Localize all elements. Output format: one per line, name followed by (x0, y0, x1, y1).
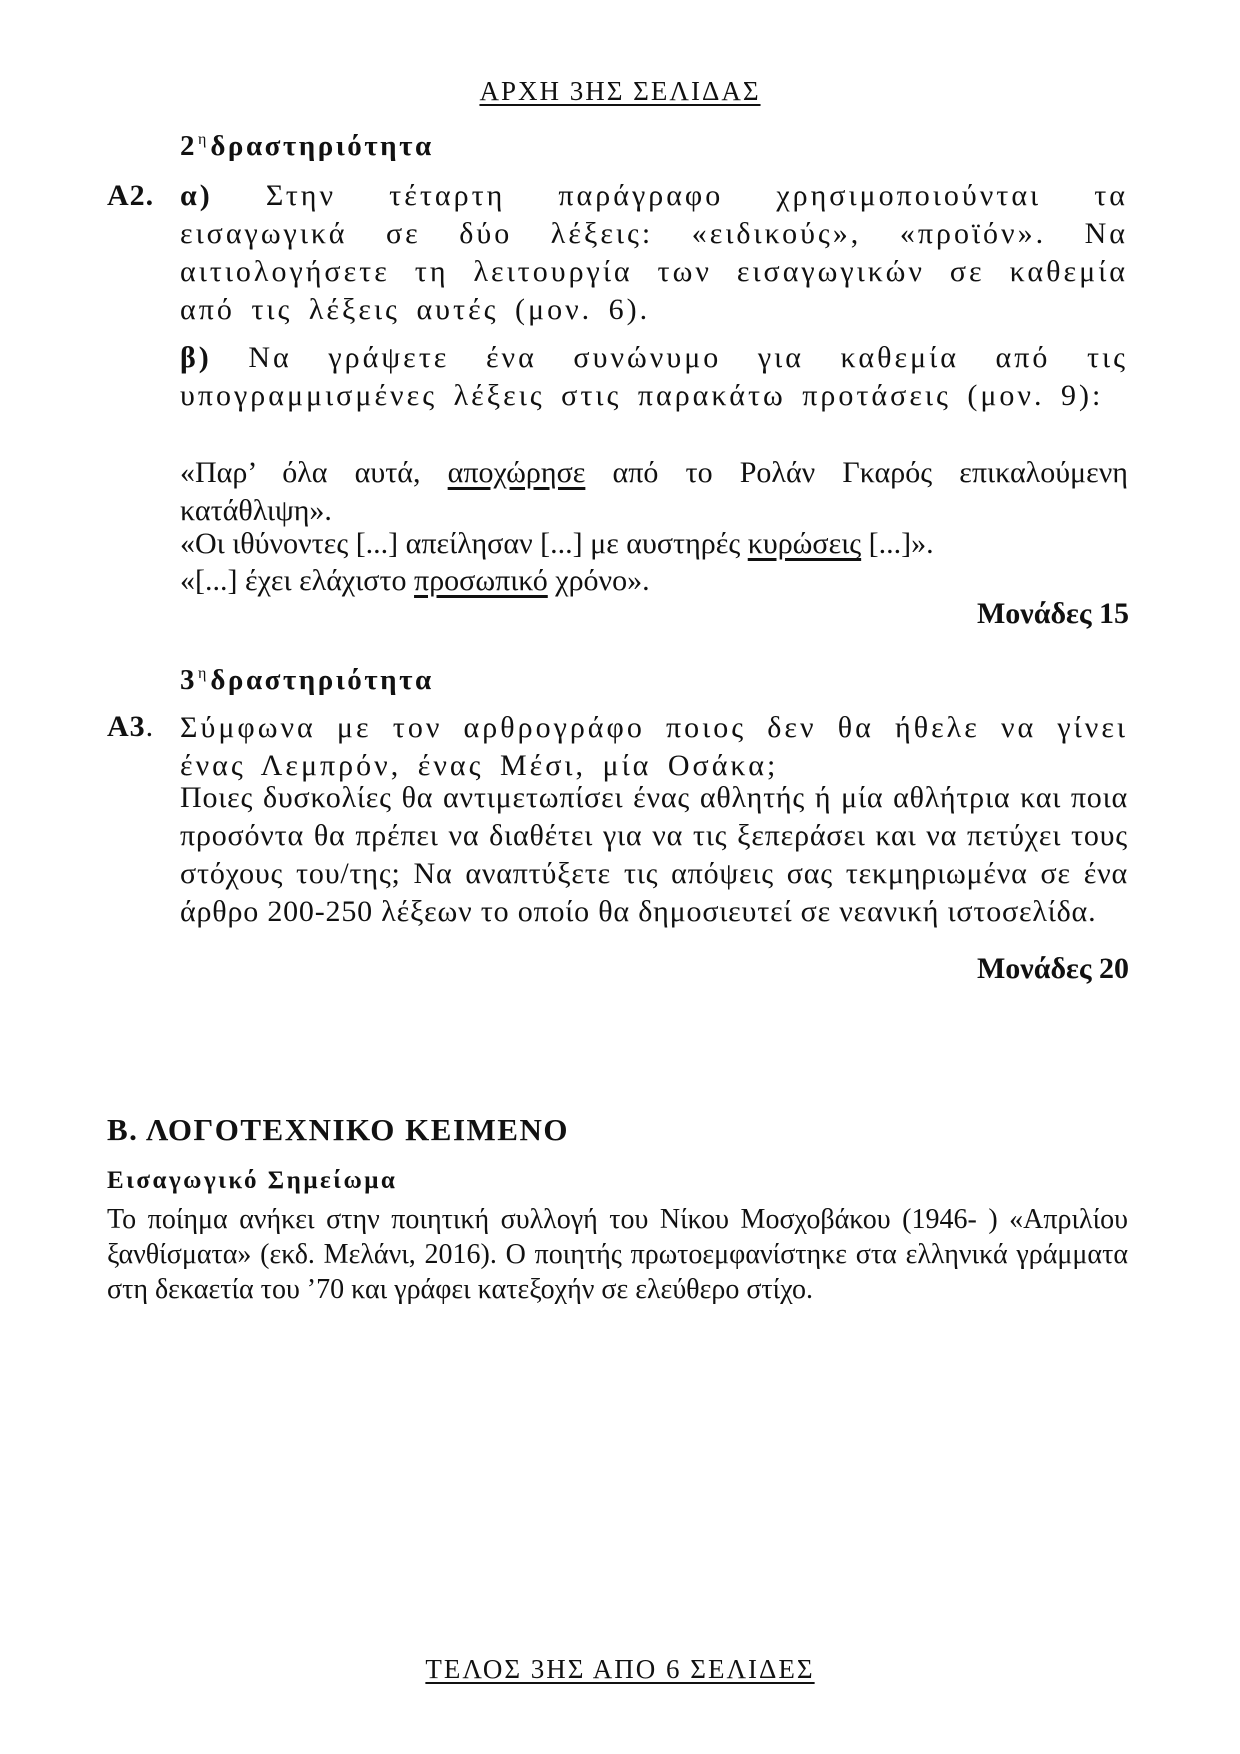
quote-2-post: [...]». (861, 527, 934, 560)
page-footer-text: ΤΕΛΟΣ 3ΗΣ ΑΠΟ 6 ΣΕΛΙΔΕΣ (425, 1654, 815, 1684)
question-a3-label (107, 710, 154, 744)
quote-3-pre: «[...] έχει ελάχιστο (180, 564, 415, 597)
activity-2-heading (180, 130, 434, 163)
question-a2-b-text: Να γράψετε ένα συνώνυμο για καθεμία από τις υπογραμμισμένες λέξεις στις παρακάτω προτάσεις (μον. 9): (180, 341, 1128, 412)
question-a2-b (180, 339, 1128, 415)
page-footer (0, 1654, 1240, 1685)
quote-1-pre: «Παρ’ όλα αυτά, (180, 456, 448, 489)
quote-2-pre: «Οι ιθύνοντες [...] απείλησαν [...] με αυστηρές (180, 527, 748, 560)
section-b-subtitle: Εισαγωγικό Σημείωμα (107, 1167, 398, 1194)
question-a3-line1: Σύμφωνα με τον αρθρογράφο ποιος δεν θα ήθελε να γίνει ένας Λεμπρόν, ένας Μέσι, μία Οσάκα; (180, 711, 1128, 782)
section-b-title: Β. ΛΟΓΟΤΕΧΝΙΚΟ ΚΕΙΜΕΝΟ (107, 1112, 569, 1147)
activity-3-number: 3 (180, 664, 197, 696)
activity-3-title: δραστηριότητα (210, 664, 434, 696)
activity-3-heading (180, 664, 434, 697)
quote-1 (180, 454, 1128, 530)
question-a2-a-label: α) (180, 179, 213, 212)
activity-2-number: 2 (180, 130, 197, 162)
activity-3-superscript: η (198, 665, 207, 683)
page-header-text: ΑΡΧΗ 3ΗΣ ΣΕΛΙΔΑΣ (479, 76, 761, 106)
question-a2-a (180, 177, 1128, 329)
quote-2 (180, 525, 1128, 563)
question-a3-label-text: Α3 (107, 710, 146, 743)
quote-3-post: χρόνο». (547, 564, 650, 597)
page-header (0, 76, 1240, 107)
question-a2-a-text: Στην τέταρτη παράγραφο χρησιμοποιούνται τα εισαγωγικά σε δύο λέξεις: «ειδικούς», «προϊόν». Να αιτιολογήσετε τη λειτουργία των εισαγωγικών σε καθεμία από τις λέξεις αυτές (μον. 6). (180, 179, 1128, 326)
question-a2-b-label: β) (180, 341, 212, 374)
question-a2-label: Α2. (107, 179, 155, 212)
activity-2-title: δραστηριότητα (210, 130, 434, 162)
activity-2-marks: Μονάδες 15 (976, 597, 1129, 630)
quote-2-underlined: κυρώσεις (747, 527, 862, 560)
quote-1-post: από το Ρολάν Γκαρός επικαλούμενη κατάθλιψη». (180, 456, 1128, 527)
activity-3-marks: Μονάδες 20 (976, 952, 1129, 985)
activity-2-superscript: η (198, 131, 207, 149)
quote-1-underlined: αποχώρησε (447, 456, 586, 489)
section-b-intro: Το ποίημα ανήκει στην ποιητική συλλογή του Νίκου Μοσχοβάκου (1946- ) «Απριλίου ξανθίσματα» (εκδ. Μελάνι, 2016). Ο ποιητής πρωτοεμφανίστηκε στα ελληνικά γράμματα στη δεκαετία του ’70 και γράφει κατεξοχήν σε ελεύθερο στίχο. (107, 1204, 1128, 1305)
question-a3-line2: Ποιες δυσκολίες θα αντιμετωπίσει ένας αθλητής ή μία αθλήτρια και ποια προσόντα θα πρέπει να διαθέτει για να τις ξεπεράσει και να πετύχει τους στόχους του/της; Να αναπτύξετε τις απόψεις σας τεκμηριωμένα σε ένα άρθρο 200-250 λέξεων το οποίο θα δημοσιευτεί σε νεανική ιστοσελίδα. (180, 781, 1128, 928)
quote-3 (180, 562, 1128, 600)
quote-3-underlined: προσωπικό (414, 564, 548, 597)
question-a3-label-suffix: . (145, 710, 155, 743)
